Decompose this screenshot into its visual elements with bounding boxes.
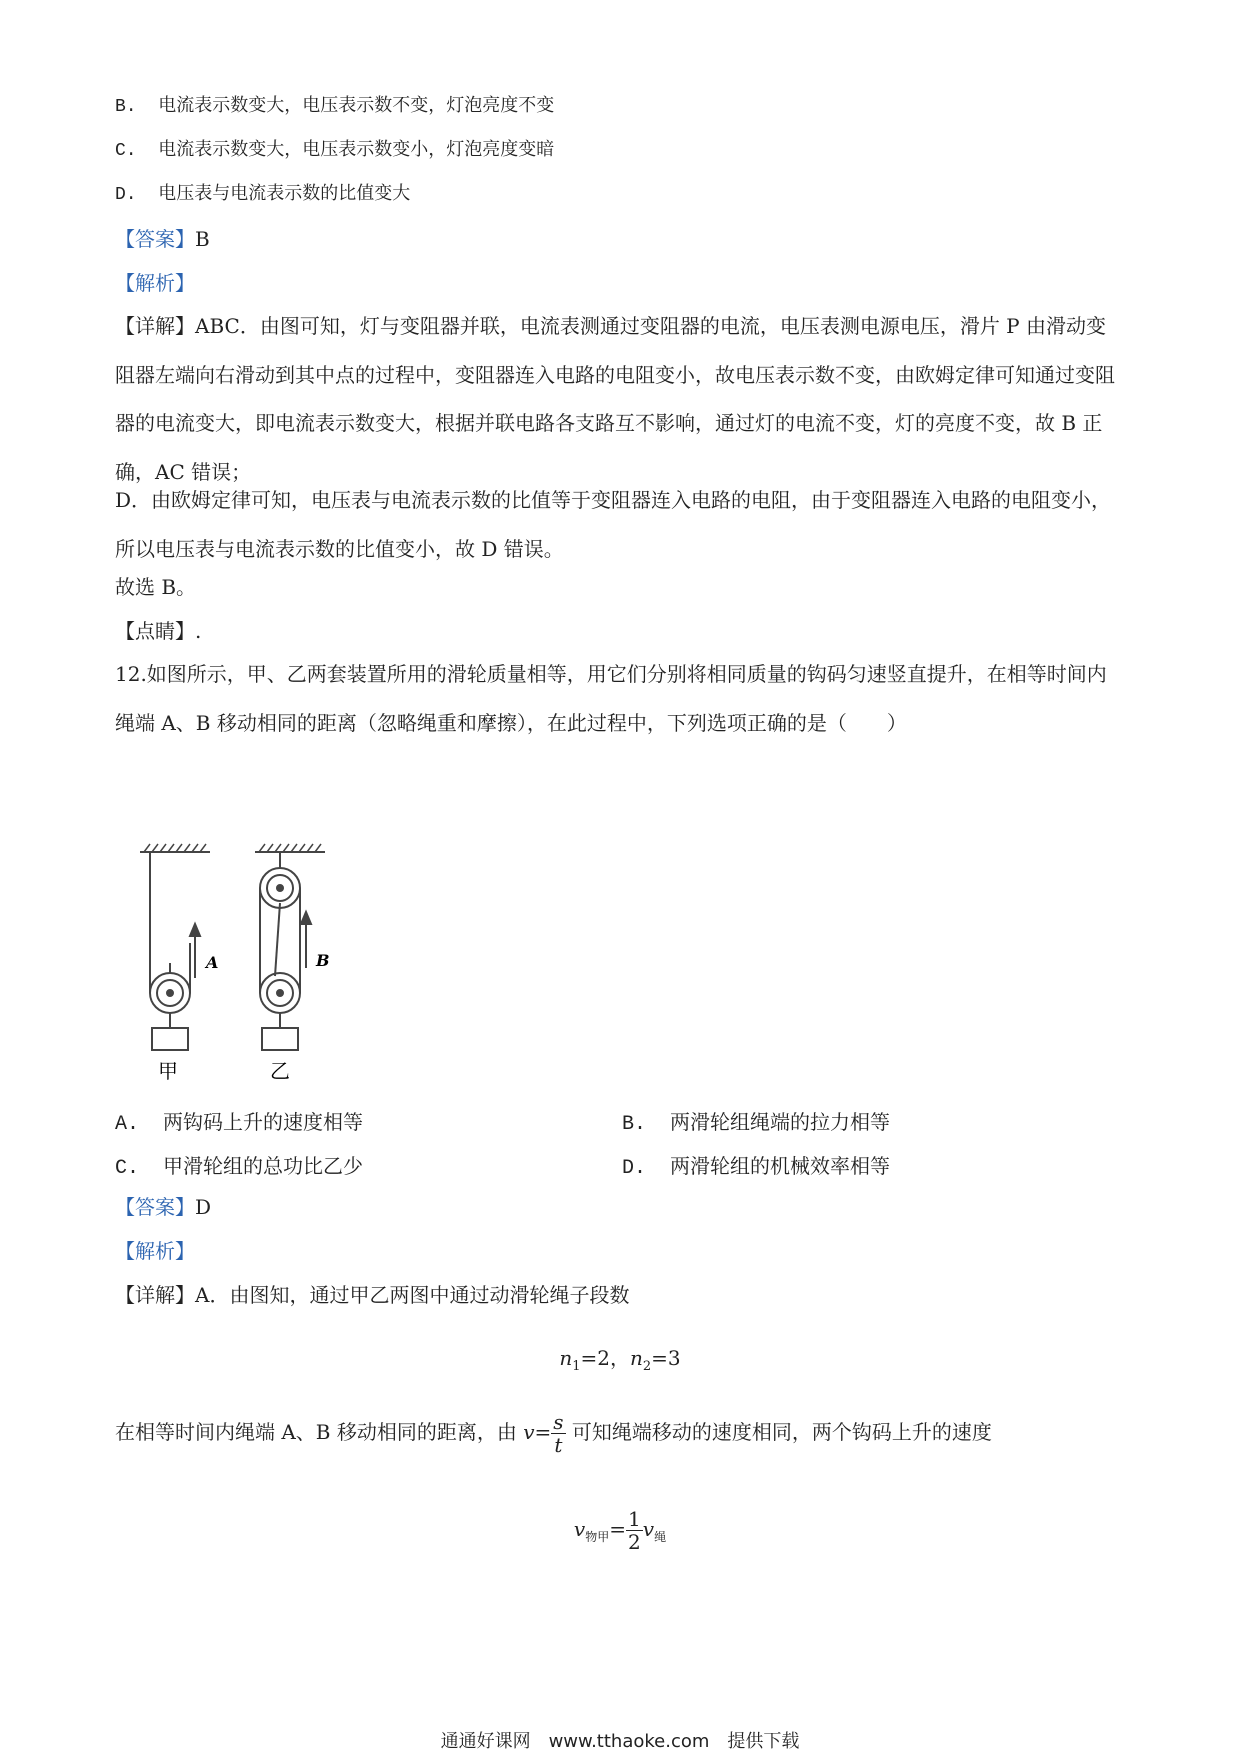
speed-eq: = <box>534 1420 552 1444</box>
answer-value: B <box>195 227 210 251</box>
footer-text: 通通好课网 www.tthaoke.com 提供下载 <box>440 1731 800 1752</box>
caption-yi: 乙 <box>270 1059 290 1083</box>
q11-option-c: C. 电流表示数变大，电压表示数变小，灯泡亮度变暗 <box>115 141 555 161</box>
q11-detail-p1 <box>115 302 1125 497</box>
answer-tag: 【答案】 <box>115 1195 195 1219</box>
detail-tag: 【详解】 <box>115 1283 195 1307</box>
detail-text: ABC．由图可知，灯与变阻器并联，电流表测通过变阻器的电流，电压表测电源电压，滑片 P 由滑动变阻器左端向右滑动到其中点的过程中，变阻器连入电路的电阻变小，故电压表示数不变，由欧姆定律可知通过变阻器的电流变大，即电流表示数变大，根据并联电路各支路互不影响，通过灯的电流不变，灯的亮度不变，故 B 正确，AC 错误； <box>115 314 1115 485</box>
v-obj-sub: 物甲 <box>585 1530 610 1544</box>
speed-v: v <box>523 1420 535 1444</box>
half-den: 2 <box>628 1530 641 1554</box>
v-rope-sub: 绳 <box>654 1530 667 1544</box>
q11-conclusion: 故选 B。 <box>115 575 197 599</box>
q12-stem: 12.如图所示，甲、乙两套装置所用的滑轮质量相等，用它们分别将相同质量的钩码匀速竖直提升，在相等时间内绳端 A、B 移动相同的距离（忽略绳重和摩擦），在此过程中，下列选项正确的是（ ） <box>115 662 1107 735</box>
q12-analysis-tag: 【解析】 <box>115 1239 195 1263</box>
eq-n2: n <box>630 1346 643 1370</box>
frac-t: t <box>554 1433 563 1457</box>
eq-n2-sub: 2 <box>642 1359 652 1374</box>
q12-answer <box>115 1194 211 1220</box>
detail-text: A．由图知，通过甲乙两图中通过动滑轮绳子段数 <box>195 1283 630 1307</box>
q11-answer <box>115 226 210 252</box>
caption-jia: 甲 <box>158 1059 178 1083</box>
q12-detail <box>115 1282 629 1308</box>
equation-n <box>0 1342 1240 1374</box>
q12-speed-line <box>115 1410 992 1456</box>
equation-v-object <box>0 1508 1240 1553</box>
pulley-figure <box>130 838 340 1098</box>
q12-option-d: D. 两滑轮组的机械效率相等 <box>622 1157 891 1180</box>
eq-n1: n <box>559 1346 573 1370</box>
v-rope: v <box>642 1517 655 1541</box>
q11-comment-tag: 【点睛】. <box>115 619 202 643</box>
frac-s: s <box>553 1410 564 1434</box>
q11-analysis-tag: 【解析】 <box>115 271 195 295</box>
q12-option-b: B. 两滑轮组绳端的拉力相等 <box>622 1113 891 1136</box>
q11-detail-p2: D．由欧姆定律可知，电压表与电流表示数的比值等于变阻器连入电路的电阻，由于变阻器连入电路的电阻变小，所以电压表与电流表示数的比值变小，故 D 错误。 <box>115 488 1112 561</box>
q11-option-b: B. 电流表示数变大，电压表示数不变，灯泡亮度不变 <box>115 97 555 117</box>
eq-n1-sub: 1 <box>572 1359 581 1374</box>
answer-tag: 【答案】 <box>115 227 195 251</box>
label-a: A <box>206 953 219 972</box>
detail-tag: 【详解】 <box>115 314 195 338</box>
q11-option-d: D. 电压表与电流表示数的比值变大 <box>115 185 411 205</box>
speed-text-pre: 在相等时间内绳端 A、B 移动相同的距离，由 <box>115 1420 517 1444</box>
q12-option-a: A. 两钩码上升的速度相等 <box>115 1113 364 1136</box>
speed-text-post: 可知绳端移动的速度相同，两个钩码上升的速度 <box>571 1420 992 1444</box>
eq-n2-val: =3 <box>651 1346 681 1370</box>
fraction-half <box>626 1508 643 1553</box>
eq-n1-val: =2， <box>580 1346 630 1370</box>
v-obj: v <box>573 1517 586 1541</box>
v-eq: = <box>609 1517 627 1541</box>
fraction-s-over-t <box>551 1411 565 1456</box>
label-b: B <box>316 951 330 970</box>
answer-value: D <box>195 1195 212 1219</box>
q12-option-c: C. 甲滑轮组的总功比乙少 <box>115 1157 364 1180</box>
half-num: 1 <box>628 1507 641 1531</box>
